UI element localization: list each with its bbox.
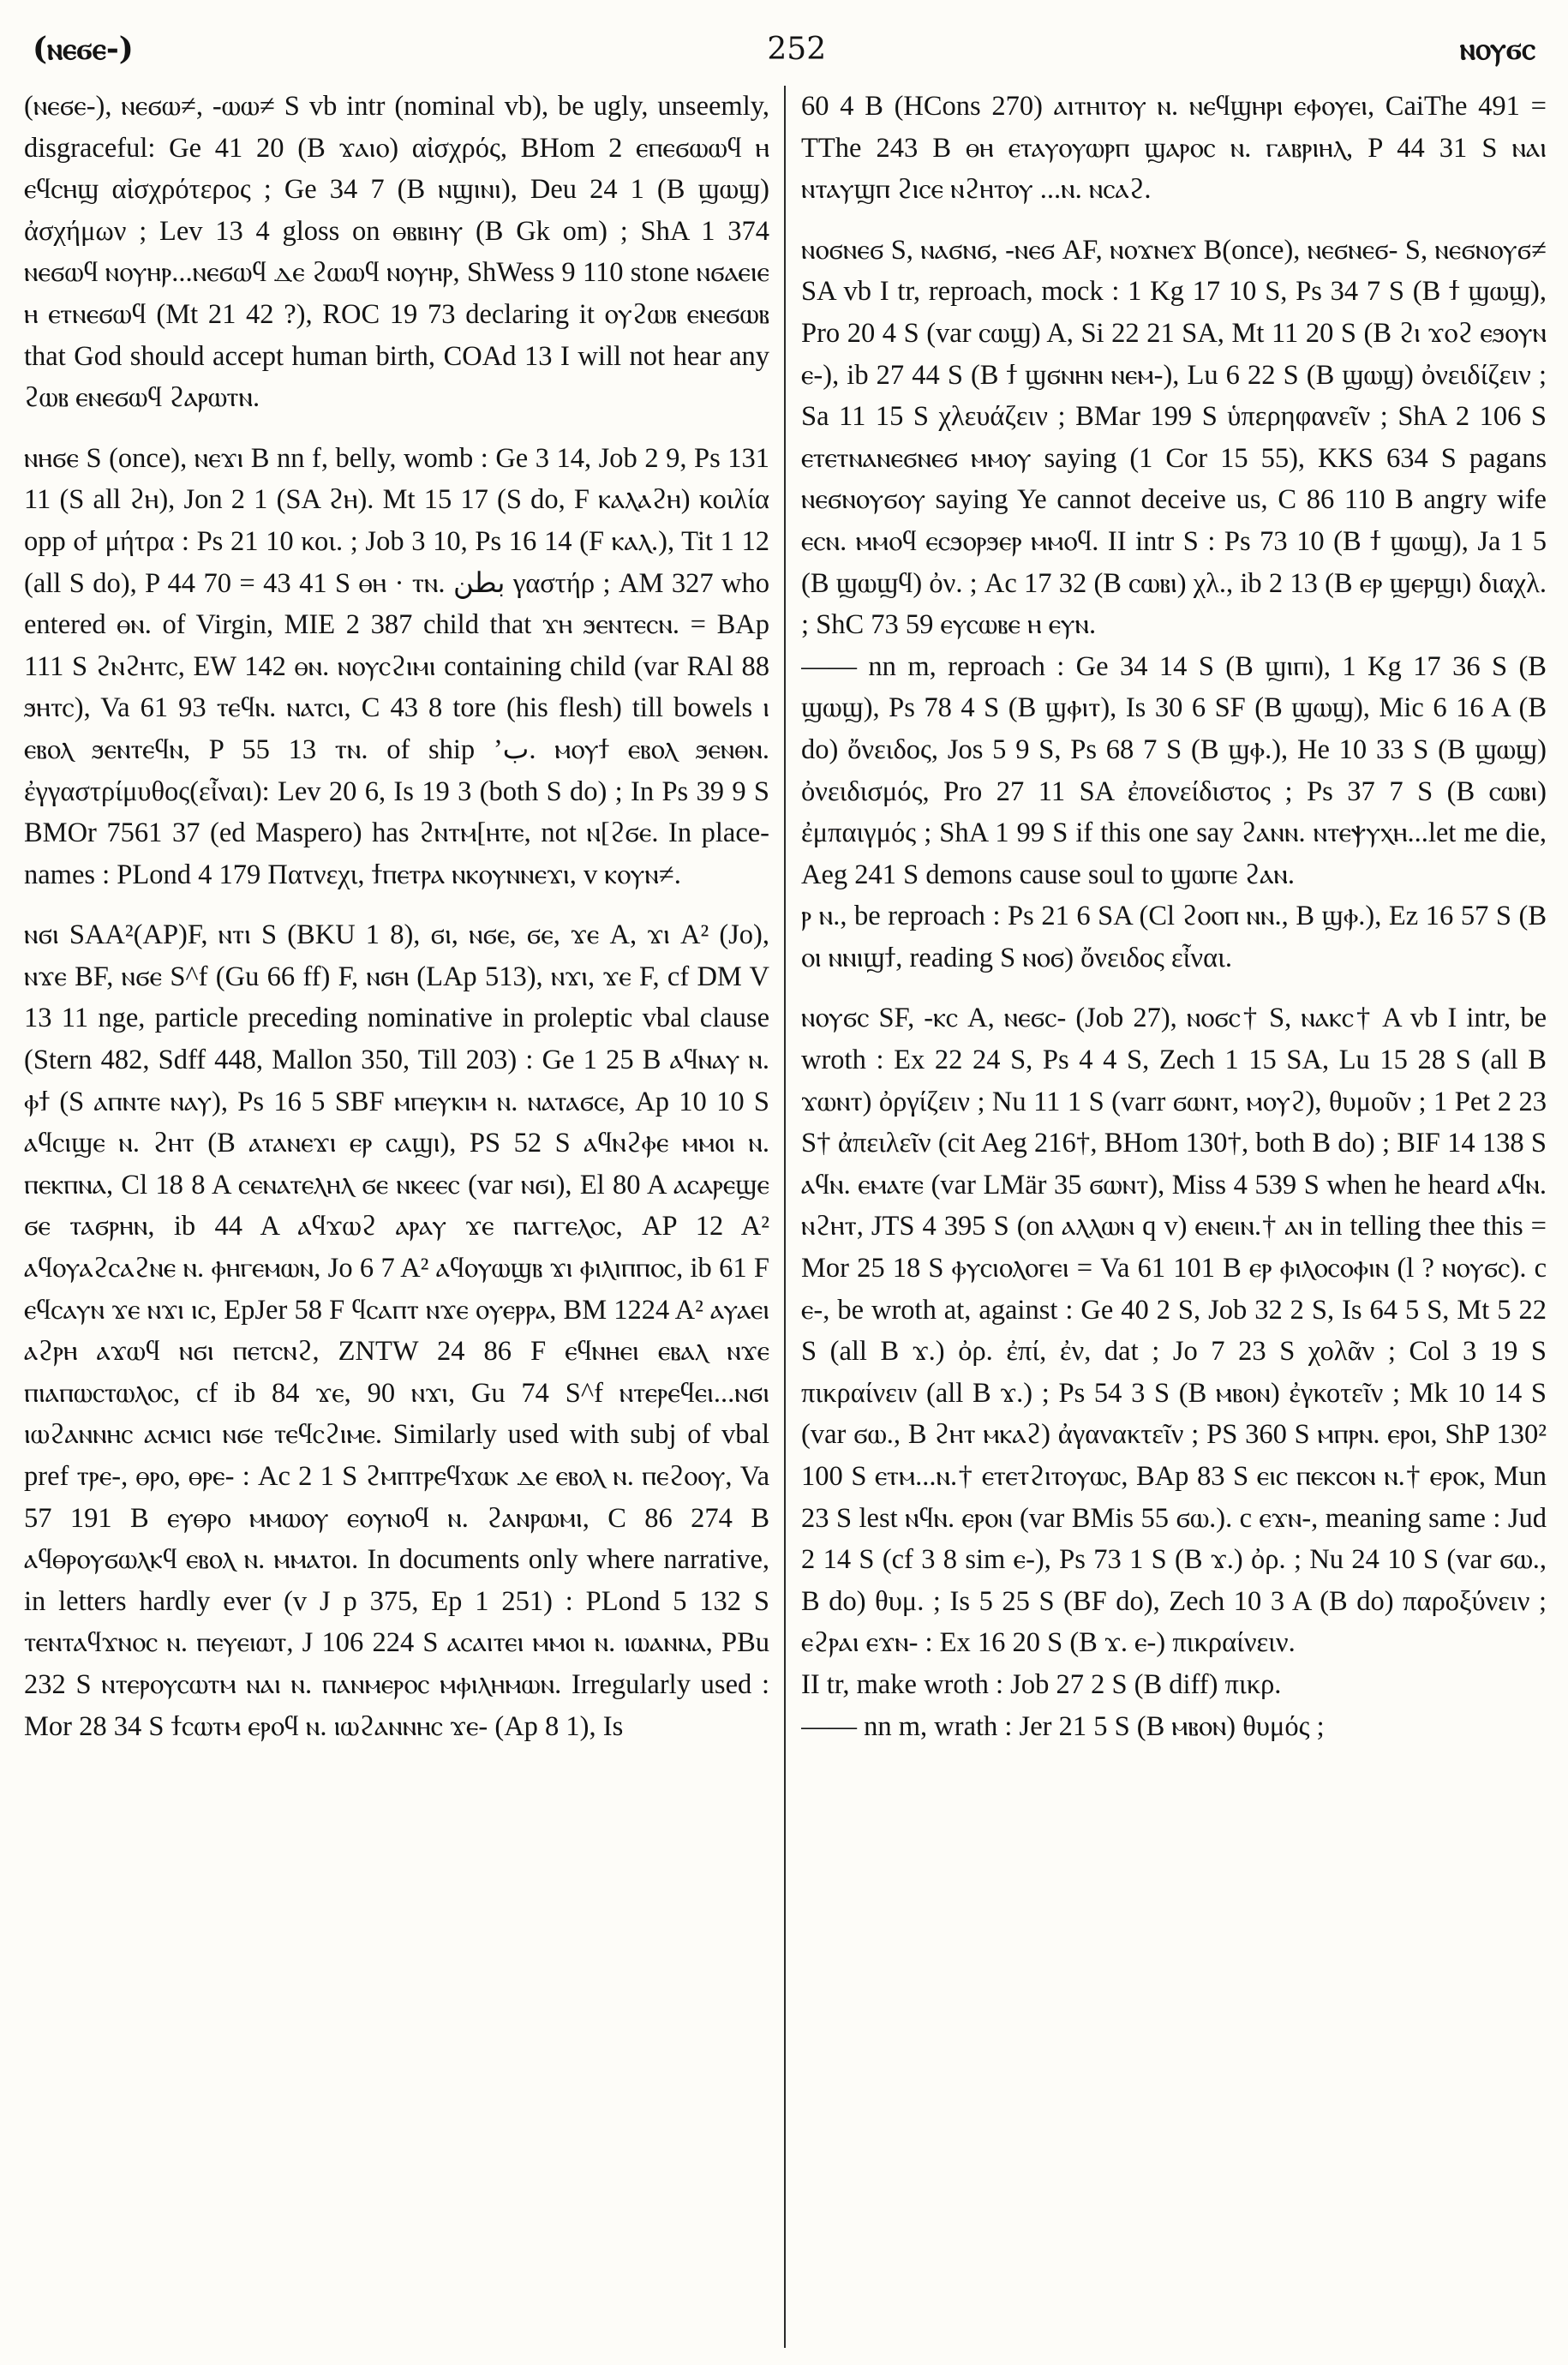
header-right-headword: ⲛⲟⲩϭⲥ: [1459, 30, 1535, 67]
entry-noucs: [801, 997, 1547, 1747]
running-header: [33, 19, 1535, 79]
entry-paragraph: (ⲛⲉϭⲉ-), ⲛⲉϭⲱ≠, -ⲱⲱ≠ S vb intr (nominal vb), be ugly, unseemly, disgraceful: Ge 41 20 (B ϫⲁⲓⲟ) αἰσχρός, BHom 2 ⲉⲡⲉϭⲱⲱϥ ⲏ ⲉϥⲥⲏϣ αἰσχρότερος ; Ge 34 7 (B ⲛϣⲓⲛⲓ), Deu 24 1 (B ϣⲱϣ) ἀσχήμων ; Lev 13 4 gloss on ⲑⲃⲃⲓⲏⲩ (B Gk om) ; ShA 1 374 ⲛⲉϭⲱϥ ⲛⲟⲩⲏⲣ...ⲛⲉϭⲱϥ ⲇⲉ ϩⲱⲱϥ ⲛⲟⲩⲏⲣ, ShWess 9 110 stone ⲛϭⲁⲉⲓⲉ ⲏ ⲉⲧⲛⲉϭⲱϥ (Mt 21 42 ?), ROC 19 73 declaring it ⲟⲩϩⲱⲃ ⲉⲛⲉϭⲱⲃ that God should accept human birth, COAd 13 I will not hear any ϩⲱⲃ ⲉⲛⲉϭⲱϥ ϩⲁⲣⲱⲧⲛ.: [24, 91, 769, 414]
right-column: [801, 86, 1547, 2348]
entry-nocnec: [801, 230, 1547, 979]
entry-subsense-noun: —— nn m, reproach : Ge 34 14 S (B ϣⲓⲡⲓ), 1 Kg 17 36 S (B ϣⲱϣ), Ps 78 4 S (B ϣⲫⲓⲧ), Is 30 6 SF (B ϣⲱϣ), Mic 6 16 A (B do) ὄνειδος, Jos 5 9 S, Ps 68 7 S (B ϣⲫ.), He 10 33 S (B ϣⲱϣ) ὀνειδισμός, Pro 27 11 SA ἐπονείδιστος ; Ps 37 7 S (B ⲥⲱⲃⲓ) ἐμπαιγμός ; ShA 1 99 S if this one say ϩⲁⲛⲛ. ⲛⲧⲉⲯⲩⲭⲏ...let me die, Aeg 241 S demons cause soul to ϣⲱⲡⲉ ϩⲁⲛ.: [801, 650, 1547, 890]
header-left-headword: (ⲛⲉϭⲉ-): [33, 30, 134, 67]
entry-continuation: [801, 86, 1547, 211]
entry-paragraph: ⲛⲟϭⲛⲉϭ S, ⲛⲁϭⲛϭ, -ⲛⲉϭ AF, ⲛⲟϫⲛⲉϫ B(once), ⲛⲉϭⲛⲉϭ- S, ⲛⲉϭⲛⲟⲩϭ≠ SA vb I tr, reproach, mock : 1 Kg 17 10 S, Ps 34 7 S (B ϯ ϣⲱϣ), Pro 20 4 S (var ⲥⲱϣ) A, Si 22 21 SA, Mt 11 20 S (B ϩⲓ ϫⲟϩ ⲉϧⲟⲩⲛ ⲉ-), ib 27 44 S (B ϯ ϣϭⲛⲏⲛ ⲛⲉⲙ-), Lu 6 22 S (B ϣⲱϣ) ὀνειδίζειν ; Sa 11 15 S χλευάζειν ; BMar 199 S ὑπερηφανεῖν ; ShA 2 106 S ⲉⲧⲉⲧⲛⲁⲛⲉϭⲛⲉϭ ⲙⲙⲟⲩ saying (1 Cor 15 55), KKS 634 S pagans ⲛⲉϭⲛⲟⲩϭⲟⲩ saying Ye cannot deceive us, C 86 110 B angry wife ⲉⲥⲛ. ⲙⲙⲟϥ ⲉⲥϧⲟⲣϧⲉⲣ ⲙⲙⲟϥ. II intr S : Ps 73 10 (B ϯ ϣⲱϣ), Ja 1 5 (B ϣⲱϣϥ) ὀν. ; Ac 17 32 (B ⲥⲱⲃⲓ) χλ., ib 2 13 (B ⲉⲣ ϣⲉⲣϣⲓ) διαχλ. ; ShC 73 59 ⲉⲩⲥⲱⲃⲉ ⲏ ⲉⲩⲛ.: [801, 234, 1547, 641]
left-column: [24, 86, 769, 2348]
entry-paragraph: ⲛⲏϭⲉ S (once), ⲛⲉϫⲓ B nn f, belly, womb : Ge 3 14, Job 2 9, Ps 131 11 (S all ϩⲏ), Jon 2 1 (SA ϩⲏ). Mt 15 17 (S do, F ⲕⲁⲗⲁϩⲏ) κοιλία opp ⲟϯ μήτρα : Ps 21 10 κοι. ; Job 3 10, Ps 16 14 (F ⲕⲁⲗ.), Tit 1 12 (all S do), P 44 70 = 43 41 S ⲑⲏ · ⲧⲛ. بطن γαστήρ ; AM 327 who entered ⲑⲛ. of Virgin, MIE 2 387 child that ϫⲏ ϧⲉⲛⲧⲉⲥⲛ. = BAp 111 S ϩⲛϩⲏⲧⲥ, EW 142 ⲑⲛ. ⲛⲟⲩⲥϩⲓⲙⲓ containing child (var RAl 88 ϧⲏⲧⲥ), Va 61 93 ⲧⲉϥⲛ. ⲛⲁⲧⲥⲓ, C 43 8 tore (his flesh) till bowels ⲓ ⲉⲃⲟⲗ ϧⲉⲛⲧⲉϥⲛ, P 55 13 ⲧⲛ. of ship ’ب. ⲙⲟⲩϯ ⲉⲃⲟⲗ ϧⲉⲛⲑⲛ. ἐγγαστρίμυθος(εἶναι): Lev 20 6, Is 19 3 (both S do) ; In Ps 39 9 S BMOr 7561 37 (ed Maspero) has ϩⲛⲧⲙ[ⲏⲧⲉ, not ⲛ[ϩϭⲉ. In place-names : PLond 4 179 Πατνεχι, ϯⲡⲉⲧⲣⲁ ⲛⲕⲟⲩⲛⲛⲉϫⲓ, v ⲕⲟⲩⲛ≠.: [24, 442, 769, 890]
entry-subsense-tr: II tr, make wroth : Job 27 2 S (B diff) πικρ.: [801, 1668, 1282, 1700]
entry-nhce: [24, 438, 769, 896]
entry-paragraph: ⲛⲟⲩϭⲥ SF, -ⲕⲥ A, ⲛⲉϭⲥ- (Job 27), ⲛⲟϭⲥ† S, ⲛⲁⲕⲥ† A vb I intr, be wroth : Ex 22 24 S, Ps 4 4 S, Zech 1 15 SA, Lu 15 28 S (all B ϫⲱⲛⲧ) ὀργίζειν ; Nu 11 1 S (varr ϭⲱⲛⲧ, ⲙⲟⲩϩ), θυμοῦν ; 1 Pet 2 23 S† ἀπειλεῖν (cit Aeg 216†, BHom 130†, both B do) ; BIF 14 138 S ⲁϥⲛ. ⲉⲙⲁⲧⲉ (var LMär 35 ϭⲱⲛⲧ), Miss 4 539 S when he heard ⲁϥⲛ. ⲛϩⲏⲧ, JTS 4 395 S (on ⲁⲗⲗⲱⲛ q v) ⲉⲛⲉⲓⲛ.† ⲁⲛ in telling thee this = Mor 25 18 S ⲫⲩⲥⲓⲟⲗⲟⲅⲉⲓ = Va 61 101 B ⲉⲣ ⲫⲓⲗⲟⲥⲟⲫⲓⲛ (l ? ⲛⲟⲩϭⲥ). c ⲉ-, be wroth at, against : Ge 40 2 S, Job 32 2 S, Is 64 5 S, Mt 5 22 S (all B ϫ.) ὀρ. ἐπί, ἐν, dat ; Jo 7 23 S χολᾶν ; Col 3 19 S πικραίνειν (all B ϫ.) ; Ps 54 3 S (B ⲙⲃⲟⲛ) ἐγκοτεῖν ; Mk 10 14 S (var ϭⲱ., B ϩⲏⲧ ⲙⲕⲁϩ) ἀγανακτεῖν ; PS 360 S ⲙⲡⲣⲛ. ⲉⲣⲟⲓ, ShP 130² 100 S ⲉⲧⲙ...ⲛ.† ⲉⲧⲉⲧϩⲓⲧⲟⲩⲱⲥ, BAp 83 S ⲉⲓⲥ ⲡⲉⲕⲥⲟⲛ ⲛ.† ⲉⲣⲟⲕ, Mun 23 S lest ⲛϥⲛ. ⲉⲣⲟⲛ (var BMis 55 ϭⲱ.). c ⲉϫⲛ-, meaning same : Jud 2 14 S (cf 3 8 sim ⲉ-), Ps 73 1 S (B ϫ.) ὀρ. ; Nu 24 10 S (var ϭⲱ., B do) θυμ. ; Is 5 25 S (BF do), Zech 10 3 A (B do) παροξύνειν ; ⲉϩⲣⲁⲓ ⲉϫⲛ- : Ex 16 20 S (B ϫ. ⲉ-) πικραίνειν.: [801, 1003, 1547, 1659]
entry-subsense-noun: —— nn m, wrath : Jer 21 5 S (B ⲙⲃⲟⲛ) θυμός ;: [801, 1710, 1325, 1742]
entry-paragraph: ⲛϭⲓ SAA²(AP)F, ⲛⲧⲓ S (BKU 1 8), ϭⲓ, ⲛϭⲉ, ϭⲉ, ϫⲉ A, ϫⲓ A² (Jo), ⲛϫⲉ BF, ⲛϭⲉ S^f (Gu 66 ff) F, ⲛϭⲏ (LAp 513), ⲛϫⲓ, ϫⲉ F, cf DM V 13 11 nge, particle preceding nominative in proleptic vbal clause (Stern 482, Sdff 448, Mallon 350, Till 203) : Ge 1 25 B ⲁϥⲛⲁⲩ ⲛ. ⲫϯ (S ⲁⲡⲛⲧⲉ ⲛⲁⲩ), Ps 16 5 SBF ⲙⲡⲉⲩⲕⲓⲙ ⲛ. ⲛⲁⲧⲁϭⲥⲉ, Ap 10 10 S ⲁϥⲥⲓϣⲉ ⲛ. ϩⲏⲧ (B ⲁⲧⲁⲛⲉϫⲓ ⲉⲣ ⲥⲁϣⲓ), PS 52 S ⲁϥⲛϩⲫⲉ ⲙⲙⲟⲓ ⲛ. ⲡⲉⲕⲡⲛⲁ, Cl 18 8 A ⲥⲉⲛⲁⲧⲉⲗⲏⲗ ϭⲉ ⲛⲕⲉⲉⲥ (var ⲛϭⲓ), El 80 A ⲁⲥⲁⲣⲉϣⲉ ϭⲉ ⲧⲁϭⲣⲏⲛ, ib 44 A ⲁϥϫⲱϩ ⲁⲣⲁⲩ ϫⲉ ⲡⲁⲅⲅⲉⲗⲟⲥ, AP 12 A² ⲁϥⲟⲩⲁϩⲥⲁϩⲛⲉ ⲛ. ⲫⲏⲅⲉⲙⲱⲛ, Jo 6 7 A² ⲁϥⲟⲩⲱϣⲃ ϫⲓ ⲫⲓⲗⲓⲡⲡⲟⲥ, ib 61 F ⲉϥⲥⲁⲩⲛ ϫⲉ ⲛϫⲓ ⲓⲥ, EpJer 58 F ϥⲥⲁⲡⲧ ⲛϫⲉ ⲟⲩⲉⲣⲣⲁ, BM 1224 A² ⲁⲩⲁⲉⲓ ⲁϩⲣⲏ ⲁϫⲱϥ ⲛϭⲓ ⲡⲉⲧⲥⲛϩ, ZNTW 24 86 F ⲉϥⲛⲏⲉⲓ ⲉⲃⲁⲗ ⲛϫⲉ ⲡⲓⲁⲡⲱⲥⲧⲱⲗⲟⲥ, cf ib 84 ϫⲉ, 90 ⲛϫⲓ, Gu 74 S^f ⲛⲧⲉⲣⲉϥⲉⲓ...ⲛϭⲓ ⲓⲱϩⲁⲛⲛⲏⲥ ⲁⲥⲙⲓⲥⲓ ⲛϭⲉ ⲧⲉϥⲥϩⲓⲙⲉ. Similarly used with subj of vbal pref ⲧⲣⲉ-, ⲑⲣⲟ, ⲑⲣⲉ- : Ac 2 1 S ϩⲙⲡⲧⲣⲉϥϫⲱⲕ ⲇⲉ ⲉⲃⲟⲗ ⲛ. ⲡⲉϩⲟⲟⲩ, Va 57 191 B ⲉⲩⲑⲣⲟ ⲙⲙⲱⲟⲩ ⲉⲟⲩⲛⲟϥ ⲛ. ϩⲁⲛⲣⲱⲙⲓ, C 86 274 B ⲁϥⲑⲣⲟⲩϭⲱⲗⲕϥ ⲉⲃⲟⲗ ⲛ. ⲙⲙⲁⲧⲟⲓ. In documents only where narrative, in letters hardly ever (v J p 375, Ep 1 251) : PLond 5 132 S ⲧⲉⲛⲧⲁϥϫⲛⲟⲥ ⲛ. ⲡⲉⲩⲉⲓⲱⲧ, J 106 224 S ⲁⲥⲁⲓⲧⲉⲓ ⲙⲙⲟⲓ ⲛ. ⲓⲱⲁⲛⲛⲁ, PBu 232 S ⲛⲧⲉⲣⲟⲩⲥⲱⲧⲙ ⲛⲁⲓ ⲛ. ⲡⲁⲛⲙⲉⲣⲟⲥ ⲙⲫⲓⲗⲏⲙⲱⲛ. Irregularly used : Mor 28 34 S ϯⲥⲱⲧⲙ ⲉⲣⲟϥ ⲛ. ⲓⲱϩⲁⲛⲛⲏⲥ ϫⲉ- (Ap 8 1), Is: [24, 919, 769, 1742]
column-divider: [784, 86, 786, 2348]
entry-nece: [24, 86, 769, 419]
entry-subsense-be-reproach: ⲣ ⲛ., be reproach : Ps 21 6 SA (Cl ϩⲟⲟⲡ ⲛⲛ., B ϣⲫ.), Ez 16 57 S (B ⲟⲓ ⲛⲛⲓϣϯ, reading S ⲛⲟϭ) ὄνειδος εἶναι.: [801, 901, 1547, 973]
entry-paragraph: 60 4 B (HCons 270) ⲁⲓⲧⲏⲓⲧⲟⲩ ⲛ. ⲛⲉϥϣⲏⲣⲓ ⲉⲫⲟⲩⲉⲓ, CaiThe 491 = TThe 243 B ⲑⲏ ⲉⲧⲁⲩⲟⲩⲱⲣⲡ ϣⲁⲣⲟⲥ ⲛ. ⲅⲁⲃⲣⲓⲏⲗ, P 44 31 S ⲛⲁⲓ ⲛⲧⲁⲩϣⲡ ϩⲓⲥⲉ ⲛϩⲏⲧⲟⲩ ...ⲛ. ⲛⲥⲁϩ.: [801, 91, 1547, 206]
entry-nci: [24, 914, 769, 1747]
page-number: 252: [767, 31, 827, 67]
